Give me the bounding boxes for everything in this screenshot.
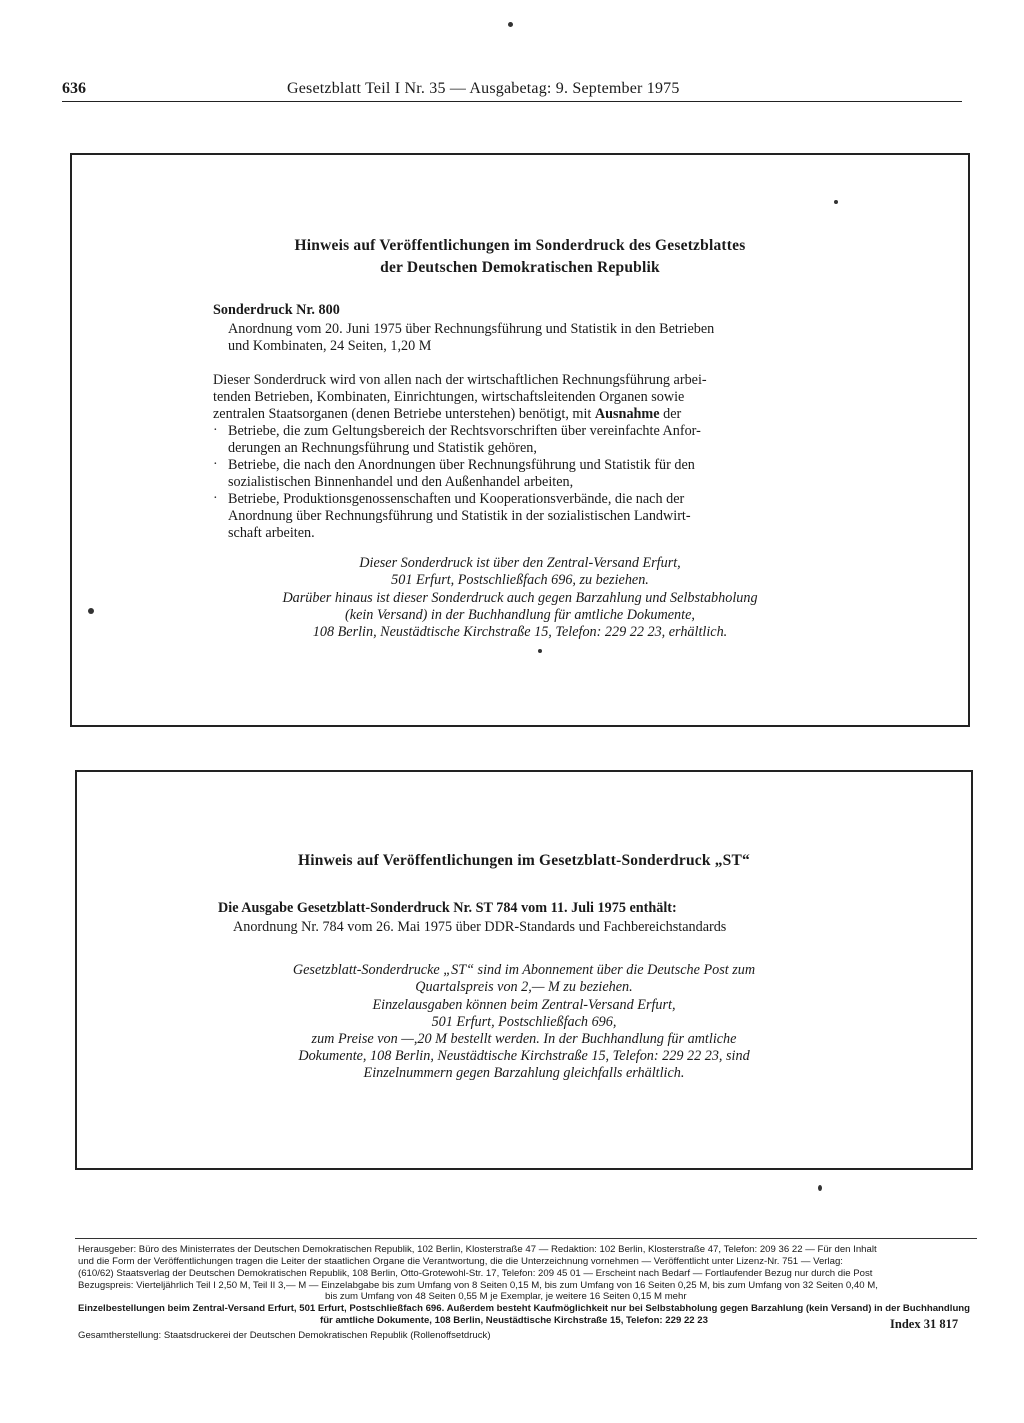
imprint-line5: bis zum Umfang von 48 Seiten 0,55 M je Exemplar, je weitere 16 Seiten 0,15 M mehr [325,1291,687,1302]
notice1-para-line1: Dieser Sonderdruck wird von allen nach der wirtschaftlichen Rechnungsführung arbei- [213,372,707,388]
notice2-sub-line7: Einzelnummern gegen Barzahlung gleichfalls erhältlich. [363,1065,685,1081]
notice1-bullet1-line1: Betriebe, die zum Geltungsbereich der Rechtsvorschriften über vereinfachte Anfor- [228,423,701,439]
header-title: Gesetzblatt Teil I Nr. 35 — Ausgabetag: 9. September 1975 [287,80,680,97]
notice1-also-line3: 108 Berlin, Neustädtische Kirchstraße 15, Telefon: 229 22 23, erhältlich. [312,624,728,640]
notice1-also-line1: Darüber hinaus ist dieser Sonderdruck auch gegen Barzahlung und Selbstabholung [282,590,758,606]
index-number: Index 31 817 [890,1317,959,1331]
bullet-marker: · [213,491,218,506]
imprint-line3: (610/62) Staatsverlag der Deutschen Demokratischen Republik, 108 Berlin, Otto-Grotewohl-Str. 17, Telefon: 209 45 01 — Erscheint nach Bedarf — Fortlaufender Bezug nur durch die Post [78,1268,873,1279]
notice2-sub-line6: Dokumente, 108 Berlin, Neustädtische Kirchstraße 15, Telefon: 229 22 23, sind [298,1048,750,1064]
notice1-also-line2: (kein Versand) in der Buchhandlung für amtliche Dokumente, [345,607,695,623]
para-line3-bold: Ausnahme [594,406,660,422]
notice1-bullet3-line2: Anordnung über Rechnungsführung und Statistik in der sozialistischen Landwirt- [228,508,691,524]
para-line3-post: der [659,406,682,422]
notice2-sub-line1: Gesetzblatt-Sonderdrucke „ST“ sind im Abonnement über die Deutsche Post zum [292,962,756,978]
imprint-line8: Gesamtherstellung: Staatsdruckerei der Deutschen Demokratischen Republik (Rollenoffsetdruck) [78,1330,491,1341]
notice2-title: Hinweis auf Veröffentlichungen im Gesetzblatt-Sonderdruck „ST“ [297,852,750,869]
imprint-line6: Einzelbestellungen beim Zentral-Versand Erfurt, 501 Erfurt, Postschließfach 696. Außerdem besteht Kaufmöglichkeit nur bei Selbstabholung gegen Barzahlung (kein Versand) in der Buchhandlung [78,1303,971,1314]
notice1-item-desc-line2: und Kombinaten, 24 Seiten, 1,20 M [228,338,432,354]
notice2-issue-desc: Anordnung Nr. 784 vom 26. Mai 1975 über DDR-Standards und Fachbereichstandards [233,919,727,935]
notice1-title-line2: der Deutschen Demokratischen Republik [380,259,660,276]
footer-rule [75,1238,977,1239]
notice1-para-line3 [213,406,681,423]
page-number: 636 [62,80,86,97]
notice2-sub-line3: Einzelausgaben können beim Zentral-Versand Erfurt, [372,997,676,1013]
notice1-bullet3-line1: Betriebe, Produktionsgenossenschaften und Kooperationsverbände, die nach der [228,491,685,507]
notice1-item-heading: Sonderdruck Nr. 800 [213,302,340,318]
bullet-marker: · [213,423,218,438]
notice2-sub-line4: 501 Erfurt, Postschließfach 696, [431,1014,617,1030]
notice1-item-desc-line1: Anordnung vom 20. Juni 1975 über Rechnungsführung und Statistik in den Betrieben [228,321,715,337]
bullet-marker: · [213,457,218,472]
scan-speck [834,200,838,204]
notice2-issue-heading: Die Ausgabe Gesetzblatt-Sonderdruck Nr. ST 784 vom 11. Juli 1975 enthält: [218,900,677,916]
notice1-order-line2: 501 Erfurt, Postschließfach 696, zu beziehen. [391,572,649,588]
notice2-sub-line2: Quartalspreis von 2,— M zu beziehen. [415,979,633,995]
imprint-line1: Herausgeber: Büro des Ministerrates der Deutschen Demokratischen Republik, 102 Berlin, Klosterstraße 47 — Redaktion: 102 Berlin, Klosterstraße 47, Telefon: 209 36 22 — Für den Inhalt [78,1244,877,1255]
notice1-title-line1: Hinweis auf Veröffentlichungen im Sonderdruck des Gesetzblattes [294,237,746,254]
notice1-bullet1-line2: derungen an Rechnungsführung und Statistik gehören, [228,440,537,456]
notice1-bullet2-line1: Betriebe, die nach den Anordnungen über Rechnungsführung und Statistik für den [228,457,695,473]
notice2-sub-line5: zum Preise von —,20 M bestellt werden. In der Buchhandlung für amtliche [311,1031,737,1047]
notice1-bullet3-line3: schaft arbeiten. [228,525,315,541]
imprint-line7: für amtliche Dokumente, 108 Berlin, Neustädtische Kirchstraße 15, Telefon: 229 22 23 [320,1315,708,1326]
notice1-bullet2-line2: sozialistischen Binnenhandel und den Außenhandel arbeiten, [228,474,574,490]
notice1-order-line1: Dieser Sonderdruck ist über den Zentral-Versand Erfurt, [359,555,681,571]
scan-speck [538,649,542,653]
para-line3-pre: zentralen Staatsorganen (denen Betriebe unterstehen) benötigt, mit [213,406,595,422]
scan-speck [508,22,513,27]
notice1-para-line2: tenden Betrieben, Kombinaten, Einrichtungen, wirtschaftsleitenden Organen sowie [213,389,685,405]
notice-box-sonderdruck [70,153,970,727]
header-rule [62,101,962,102]
imprint-line2: und die Form der Veröffentlichungen tragen die Leiter der staatlichen Organe die Verantwortung, die die Unterzeichnung vornehmen — Veröffentlicht unter Lizenz-Nr. 751 — Verlag: [78,1256,843,1267]
notice-box-st [75,770,973,1170]
scan-speck [818,1185,822,1191]
scan-speck [88,608,94,614]
imprint-line4: Bezugspreis: Vierteljährlich Teil I 2,50 M, Teil II 3,— M — Einzelabgabe bis zum Umfang von 8 Seiten 0,15 M, bis zum Umfang von 16 Seiten 0,25 M, bis zum Umfang von 32 Seiten 0,40 M, [78,1280,878,1291]
